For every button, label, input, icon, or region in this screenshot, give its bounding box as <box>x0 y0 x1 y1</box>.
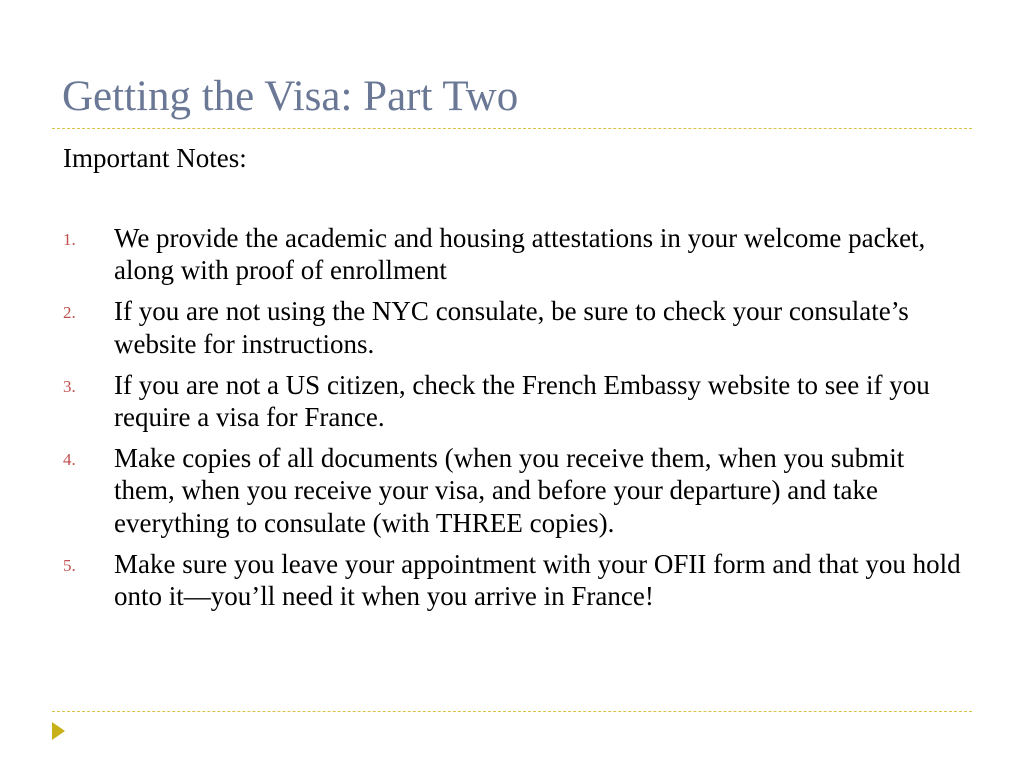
notes-list <box>63 222 963 621</box>
note-item <box>63 442 963 539</box>
notes-heading: Important Notes: <box>63 143 247 173</box>
slide-title: Getting the Visa: Part Two <box>62 73 519 120</box>
note-text: Make copies of all documents (when you receive them, when you submit them, when you receive your visa, and before your departure) and take everything to consulate (with THREE copies). <box>114 442 905 538</box>
note-number: 1. <box>63 230 76 249</box>
play-triangle-icon[interactable] <box>52 722 65 740</box>
note-item <box>63 295 963 360</box>
note-text: If you are not a US citizen, check the French Embassy website to see if you require a visa for France. <box>114 369 930 433</box>
note-number: 4. <box>63 449 76 469</box>
title-divider <box>52 128 972 129</box>
note-number: 3. <box>63 376 76 396</box>
footer-divider <box>52 711 972 712</box>
note-text: If you are not using the NYC consulate, be sure to check your consulate’s website for instructions. <box>114 296 909 359</box>
note-item <box>63 222 963 287</box>
note-text: We provide the academic and housing attestations in your welcome packet, along with proof of enrollment <box>114 223 926 286</box>
note-item <box>63 548 963 613</box>
note-number: 2. <box>63 303 76 323</box>
note-number: 5. <box>63 555 76 575</box>
note-text: Make sure you leave your appointment with your OFII form and that you hold onto it—you’ll need it when you arrive in France! <box>114 548 961 612</box>
note-item <box>63 369 963 434</box>
